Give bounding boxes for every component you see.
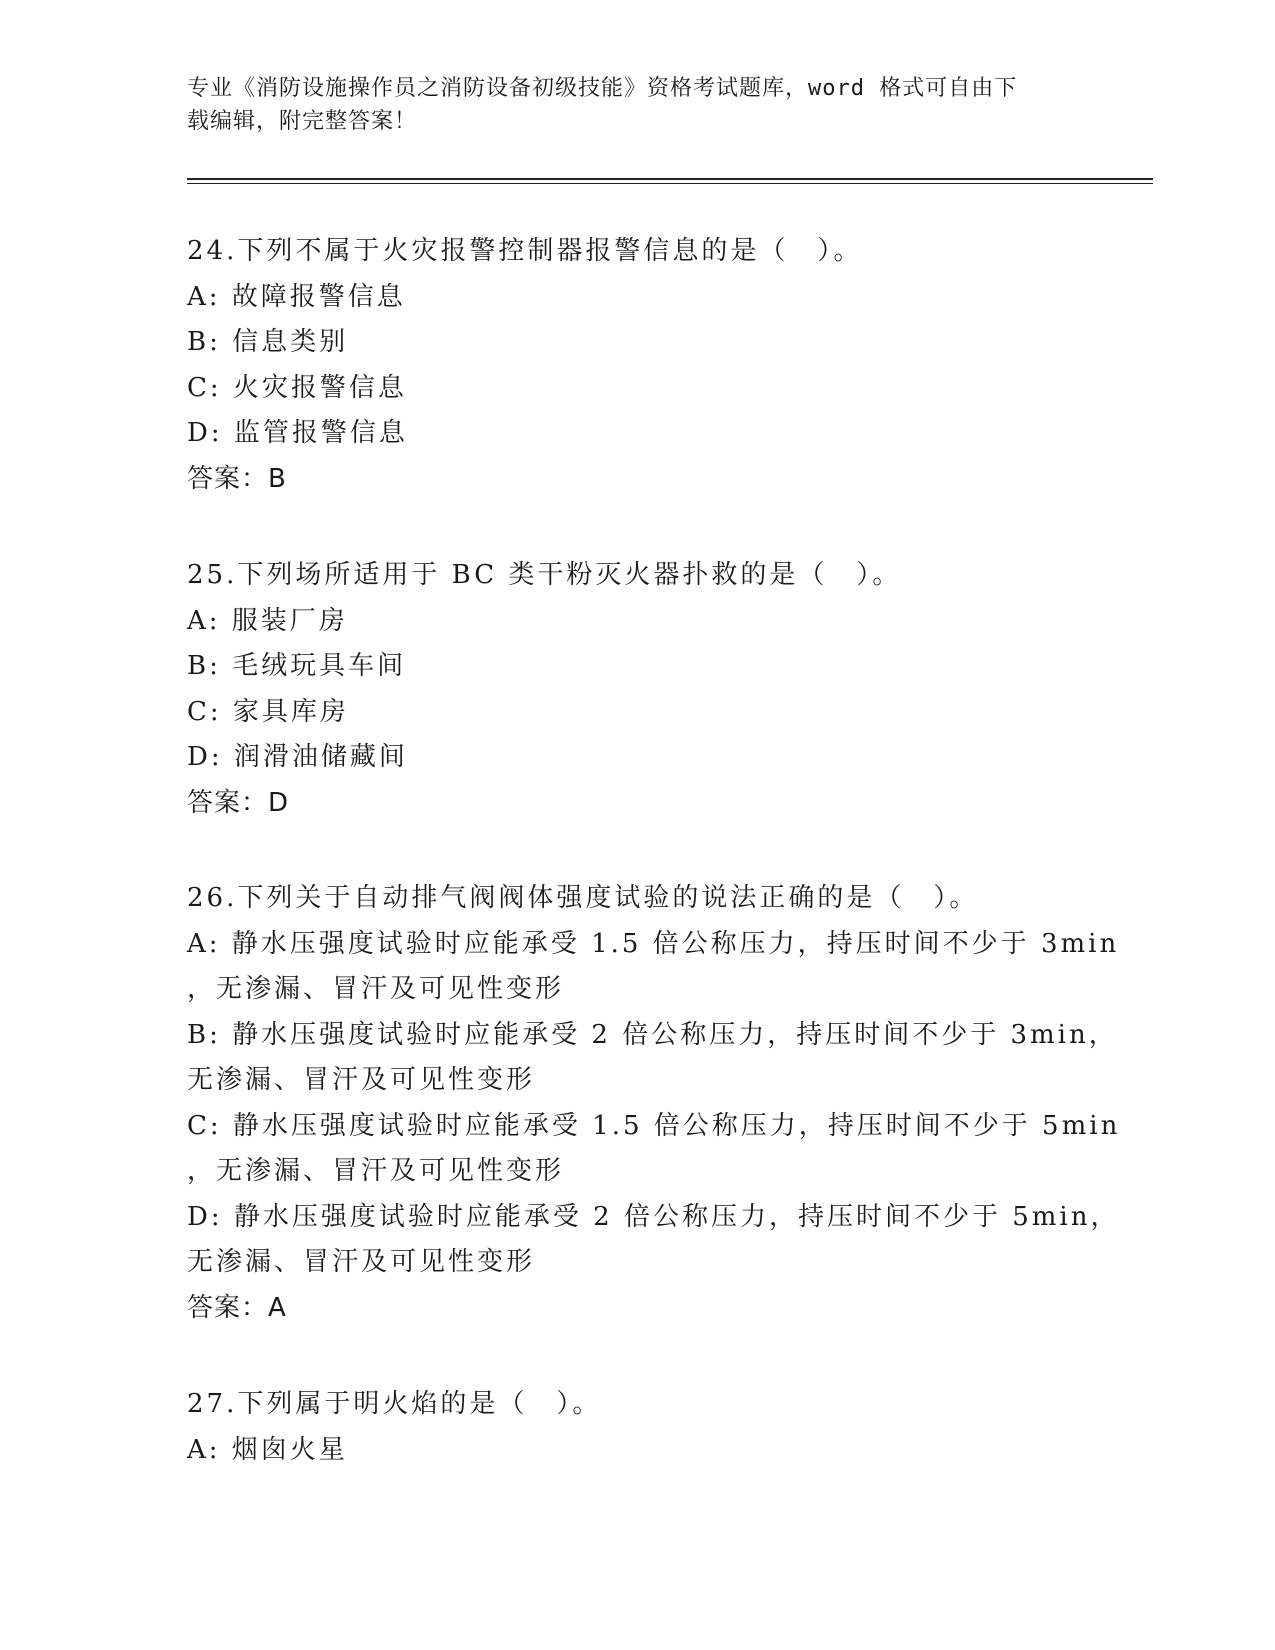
- option-a-line-2: ，无渗漏、冒汗及可见性变形: [187, 974, 565, 1004]
- header-divider-thin: [187, 183, 1153, 184]
- question-stem: 25.下列场所适用于 BC 类干粉灭火器扑救的是（ ）。: [187, 560, 902, 590]
- option-c-line-1: C: 静水压强度试验时应能承受 1.5 倍公称压力，持压时间不少于 5min: [187, 1110, 1121, 1141]
- option-d-line-1: D: 静水压强度试验时应能承受 2 倍公称压力，持压时间不少于 5min，: [187, 1201, 1120, 1232]
- document-header: [187, 72, 1067, 138]
- header-line-1: 专业《消防设施操作员之消防设备初级技能》资格考试题库，word 格式可自由下: [187, 76, 1018, 101]
- header-divider-thick: [187, 178, 1153, 180]
- option-d: D: 润滑油储藏间: [187, 742, 408, 772]
- answer: 答案：A: [187, 1292, 287, 1323]
- question-24: [187, 229, 1087, 502]
- option-b: B: 信息类别: [187, 327, 349, 357]
- header-line-2: 载编辑，附完整答案！: [187, 109, 418, 134]
- question-stem: 26.下列关于自动排气阀阀体强度试验的说法正确的是（ ）。: [187, 883, 979, 913]
- option-b-line-1: B: 静水压强度试验时应能承受 2 倍公称压力，持压时间不少于 3min，: [187, 1019, 1118, 1050]
- option-a: A: 服装厂房: [187, 605, 348, 636]
- answer: 答案：B: [187, 463, 287, 494]
- option-d-line-2: 无渗漏、冒汗及可见性变形: [187, 1247, 536, 1277]
- option-c-line-2: ，无渗漏、冒汗及可见性变形: [187, 1156, 565, 1186]
- option-b: B: 毛绒玩具车间: [187, 651, 407, 681]
- question-26: [187, 876, 1121, 1331]
- option-b-line-2: 无渗漏、冒汗及可见性变形: [187, 1065, 536, 1095]
- question-27: [187, 1382, 1087, 1473]
- option-c: C: 火灾报警信息: [187, 372, 407, 403]
- answer: 答案：D: [187, 787, 290, 818]
- question-stem: 24.下列不属于火灾报警控制器报警信息的是（ ）。: [187, 236, 863, 266]
- option-c: C: 家具库房: [187, 696, 349, 727]
- option-a: A: 烟囱火星: [187, 1434, 348, 1465]
- option-a: A: 故障报警信息: [187, 281, 406, 312]
- question-stem: 27.下列属于明火焰的是（ ）。: [187, 1389, 602, 1419]
- question-25: [187, 553, 1087, 826]
- option-d: D: 监管报警信息: [187, 418, 408, 448]
- option-a-line-1: A: 静水压强度试验时应能承受 1.5 倍公称压力，持压时间不少于 3min: [187, 928, 1120, 959]
